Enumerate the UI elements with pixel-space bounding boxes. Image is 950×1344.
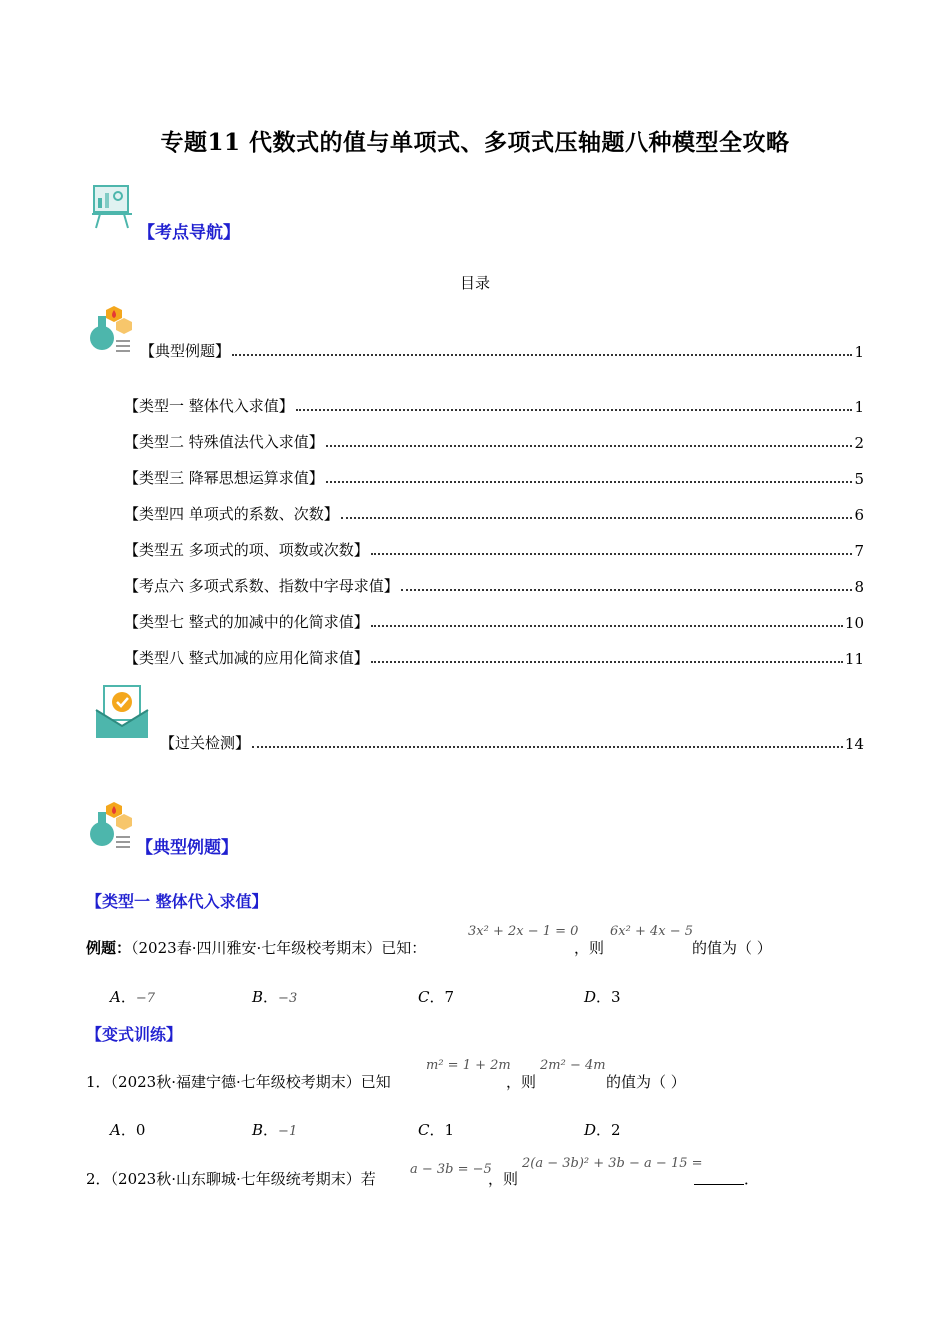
toc-leader: [326, 480, 853, 483]
toc-leader: [296, 408, 853, 411]
toc-item[interactable]: [124, 538, 864, 560]
toc-item-label: 【类型一 整体代入求值】: [124, 397, 294, 415]
q2-num: 2．: [86, 1170, 111, 1188]
toc-item-page: 1: [854, 398, 864, 416]
toc-item-page: 2: [854, 434, 864, 452]
toc-heading: 目录: [459, 274, 490, 292]
flask-icon: [88, 304, 134, 354]
q1-question: [86, 1071, 391, 1092]
option-letter: C: [418, 988, 430, 1006]
toc-leader: [371, 624, 843, 627]
toc-item-page: 11: [844, 650, 864, 668]
q1-option-a[interactable]: A．0: [110, 1121, 146, 1139]
toc-item[interactable]: [124, 430, 864, 452]
variant-heading: 【变式训练】: [86, 1025, 183, 1044]
option-value: 7: [444, 988, 455, 1006]
q2-suffix: ．: [744, 1170, 760, 1188]
toc-item-label: 【类型三 降幂思想运算求值】: [124, 469, 324, 487]
q2-question: [86, 1168, 376, 1189]
toc-check-page: 14: [844, 735, 864, 753]
toc-item-page: 10: [844, 614, 864, 632]
toc-item-label: 【类型七 整式的加减中的化简求值】: [124, 613, 369, 631]
presentation-board-icon: [88, 182, 138, 232]
example-option-a[interactable]: A．−7: [110, 988, 156, 1006]
toc-item[interactable]: [124, 646, 864, 668]
example-condition: 3x² + 2x − 1 = 0: [468, 924, 579, 939]
toc-item-label: 【类型二 特殊值法代入求值】: [124, 433, 324, 451]
toc-item-page: 8: [854, 578, 864, 596]
toc-main-page: 1: [854, 343, 864, 361]
toc-leader: [401, 588, 853, 591]
toc-leader: [371, 660, 843, 663]
toc-item-label: 【类型五 多项式的项、项数或次数】: [124, 541, 369, 559]
option-letter: A: [110, 988, 121, 1006]
q1-expression: 2m² − 4m: [540, 1058, 606, 1073]
toc-main-label: 【典型例题】: [140, 342, 231, 360]
option-value: −3: [278, 991, 298, 1006]
option-value: 2: [611, 1121, 621, 1139]
example-question: [86, 937, 426, 958]
toc-item[interactable]: [124, 502, 864, 524]
q2-mid: ，则: [488, 1170, 519, 1188]
option-letter: B: [252, 988, 264, 1006]
q1-suffix: 的值为（ ）: [606, 1073, 686, 1091]
example-option-b[interactable]: B．−3: [252, 988, 298, 1006]
toc-list: [124, 394, 864, 668]
example-source: （2023春·四川雅安·七年级校考期末）已知：: [131, 939, 427, 957]
toc-item-label: 【类型四 单项式的系数、次数】: [124, 505, 339, 523]
option-value: 3: [611, 988, 621, 1006]
option-value: −7: [135, 991, 156, 1006]
option-value: 0: [135, 1121, 146, 1139]
toc-item-page: 5: [854, 470, 864, 488]
section-heading: 【典型例题】: [136, 838, 238, 858]
toc-main-entry[interactable]: [140, 339, 864, 361]
toc-item-page: 6: [854, 506, 864, 524]
option-value: 1: [444, 1121, 455, 1139]
option-letter: A: [110, 1121, 121, 1139]
option-letter: C: [418, 1121, 430, 1139]
option-value: −1: [278, 1124, 298, 1139]
toc-leader: [326, 444, 853, 447]
toc-item[interactable]: [124, 574, 864, 596]
toc-item-label: 【类型八 整式加减的应用化简求值】: [124, 649, 369, 667]
q2-expression: 2(a − 3b)² + 3b − a − 15 =: [522, 1156, 703, 1171]
q1-condition: m² = 1 + 2m: [426, 1058, 511, 1073]
example-option-c[interactable]: C．7: [418, 988, 455, 1006]
toc-item[interactable]: [124, 610, 864, 632]
q1-option-c[interactable]: C．1: [418, 1121, 455, 1139]
type1-heading: 【类型一 整体代入求值】: [86, 892, 268, 911]
toc-leader: [371, 552, 853, 555]
example-mid: ，则: [574, 939, 605, 957]
example-option-d[interactable]: D．3: [584, 988, 621, 1006]
q2-condition: a − 3b = −5: [410, 1162, 492, 1177]
q2-source: （2023秋·山东聊城·七年级统考期末）若: [110, 1170, 376, 1188]
option-letter: D: [584, 1121, 597, 1139]
toc-item-page: 7: [854, 542, 864, 560]
example-prefix: 例题：: [86, 939, 132, 957]
example-suffix: 的值为（ ）: [692, 939, 772, 957]
toc-item[interactable]: [124, 394, 864, 416]
option-letter: B: [252, 1121, 264, 1139]
document-title: 专题11 代数式的值与单项式、多项式压轴题八种模型全攻略: [160, 129, 790, 156]
q1-source: （2023秋·福建宁德·七年级校考期末）已知: [110, 1073, 391, 1091]
toc-leader: [252, 745, 843, 748]
q1-option-b[interactable]: B．−1: [252, 1121, 298, 1139]
flask-icon: [88, 800, 134, 850]
nav-heading: 【考点导航】: [138, 223, 240, 243]
toc-leader: [232, 353, 852, 356]
toc-item[interactable]: [124, 466, 864, 488]
q2-answer-blank[interactable]: [694, 1184, 744, 1185]
q1-mid: ，则: [506, 1073, 537, 1091]
toc-check-entry[interactable]: [160, 731, 864, 753]
toc-leader: [341, 516, 853, 519]
example-expression: 6x² + 4x − 5: [610, 924, 694, 939]
q1-option-d[interactable]: D．2: [584, 1121, 621, 1139]
option-letter: D: [584, 988, 597, 1006]
q1-num: 1．: [86, 1073, 111, 1091]
toc-check-label: 【过关检测】: [160, 734, 251, 752]
toc-item-label: 【考点六 多项式系数、指数中字母求值】: [124, 577, 399, 595]
checkmark-envelope-icon: [94, 684, 150, 740]
